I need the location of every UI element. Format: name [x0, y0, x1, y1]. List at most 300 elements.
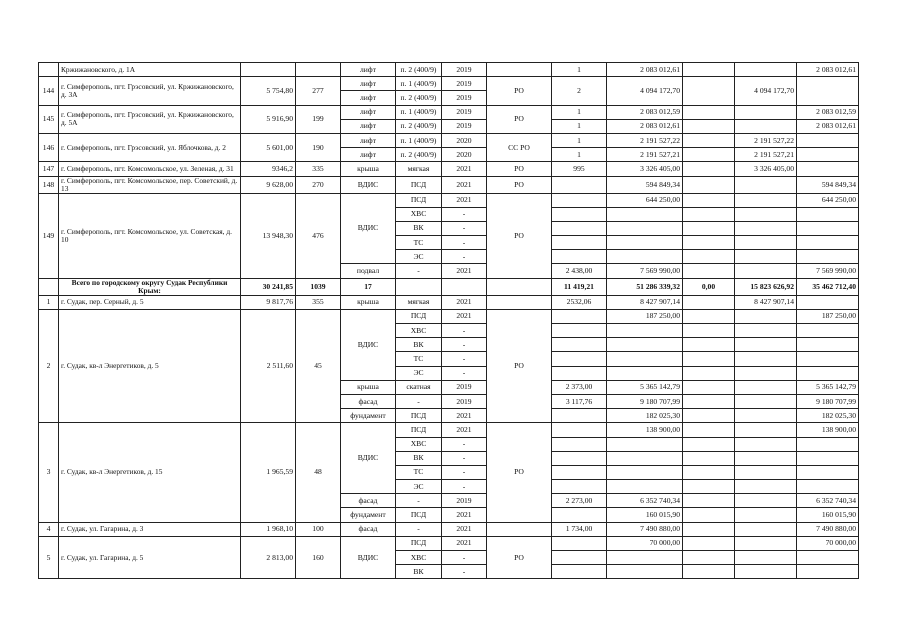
cell-cost-b — [735, 193, 797, 207]
cell-work-detail: ТС — [396, 352, 442, 366]
cell-volume — [552, 352, 607, 366]
cell-volume: 3 117,76 — [552, 394, 607, 408]
cell-cost-total — [607, 451, 683, 465]
cell-cost-a — [683, 148, 735, 162]
cell-row-number — [39, 63, 59, 77]
cell-cost-c: 187 250,00 — [797, 309, 859, 323]
cell-cost-b — [735, 409, 797, 423]
cell-cost-c — [797, 295, 859, 309]
cell-year: 2019 — [442, 63, 487, 77]
cell-volume — [552, 423, 607, 437]
cell-work-type: фундамент — [341, 409, 396, 423]
cell-cost-b — [735, 565, 797, 579]
cell-address: г. Симферополь, пгт. Грэсовский, ул. Яблочкова, д. 2 — [59, 133, 241, 161]
cell-residents: 270 — [296, 176, 341, 193]
table-row — [39, 63, 859, 77]
cell-address: г. Симферополь, пгт. Грэсовский, ул. Кржижановского, д. 3А — [59, 77, 241, 105]
cell-cost-c — [797, 221, 859, 235]
cell-work-detail: ВК — [396, 221, 442, 235]
cell-residents: 45 — [296, 309, 341, 423]
cell-cost-total: 5 365 142,79 — [607, 380, 683, 394]
cell-cost-a — [683, 352, 735, 366]
cell-work-type: ВДИС — [341, 309, 396, 380]
cell-area: 5 754,80 — [241, 77, 296, 105]
cell-work-detail: ЭС — [396, 250, 442, 264]
cell-year: 2021 — [442, 264, 487, 278]
cell-residents: 335 — [296, 162, 341, 176]
cell-row-number: 5 — [39, 536, 59, 579]
cell-cost-c — [797, 77, 859, 105]
cell-cost-total — [607, 221, 683, 235]
cell-cost-b — [735, 394, 797, 408]
cell-cost-c — [797, 366, 859, 380]
cell-year: - — [442, 352, 487, 366]
cell-work-detail: ПСД — [396, 423, 442, 437]
cell-cost-b — [735, 352, 797, 366]
cell-volume: 2 373,00 — [552, 380, 607, 394]
cell-cost-c — [797, 338, 859, 352]
cell-area: 1 968,10 — [241, 522, 296, 536]
cell-year: 2020 — [442, 148, 487, 162]
cell-cost-a — [683, 423, 735, 437]
cell-work-type: лифт — [341, 133, 396, 147]
cell-program: РО — [487, 77, 552, 105]
cell-cost-total: 2 083 012,61 — [607, 119, 683, 133]
cell-year: - — [442, 565, 487, 579]
cell-row-number: 149 — [39, 193, 59, 278]
cell-year: 2021 — [442, 162, 487, 176]
cell-cost-b — [735, 536, 797, 550]
cell-cost-total: 2 191 527,21 — [607, 148, 683, 162]
cell-work-type: лифт — [341, 119, 396, 133]
cell-volume — [552, 207, 607, 221]
cell-cost-b: 2 191 527,22 — [735, 133, 797, 147]
cell-cost-b: 2 191 527,21 — [735, 148, 797, 162]
cell-cost-a — [683, 324, 735, 338]
cell-cost-total — [607, 366, 683, 380]
cell-cost-c: 2 083 012,61 — [797, 119, 859, 133]
cell-cost-a — [683, 551, 735, 565]
cell-work-detail: мягкая — [396, 295, 442, 309]
cell-row-number: 2 — [39, 309, 59, 423]
cell-work-detail: п. 1 (400/9) — [396, 77, 442, 91]
cell-residents — [296, 63, 341, 77]
table-row — [39, 536, 859, 550]
cell-year: - — [442, 236, 487, 250]
cell-year: - — [442, 338, 487, 352]
cell-cost-c: 7 490 880,00 — [797, 522, 859, 536]
cell-program: РО — [487, 176, 552, 193]
cell-cost-b — [735, 250, 797, 264]
cell-work-type: 17 — [341, 278, 396, 295]
cell-cost-b: 4 094 172,70 — [735, 77, 797, 105]
cell-cost-c — [797, 324, 859, 338]
cell-work-detail: ХВС — [396, 324, 442, 338]
cell-cost-a — [683, 338, 735, 352]
cell-cost-b — [735, 324, 797, 338]
cell-cost-c — [797, 465, 859, 479]
cell-cost-total — [607, 437, 683, 451]
cell-volume — [552, 508, 607, 522]
table-row — [39, 176, 859, 193]
cell-volume — [552, 193, 607, 207]
cell-work-type: ВДИС — [341, 193, 396, 264]
table-row — [39, 278, 859, 295]
cell-work-detail: ПСД — [396, 309, 442, 323]
cell-cost-a — [683, 221, 735, 235]
cell-work-type: крыша — [341, 380, 396, 394]
cell-volume — [552, 221, 607, 235]
cell-cost-a — [683, 522, 735, 536]
cell-year: - — [442, 451, 487, 465]
cell-volume — [552, 309, 607, 323]
cell-cost-b — [735, 423, 797, 437]
cell-cost-total: 160 015,90 — [607, 508, 683, 522]
cell-year: 2021 — [442, 423, 487, 437]
table-row — [39, 105, 859, 119]
cell-volume: 2532,06 — [552, 295, 607, 309]
cell-cost-a — [683, 119, 735, 133]
cell-work-type: крыша — [341, 162, 396, 176]
cell-volume — [552, 480, 607, 494]
cell-address: Всего по городскому округу Судак Республики Крым: — [59, 278, 241, 295]
cell-work-type: лифт — [341, 63, 396, 77]
cell-work-detail: ЭС — [396, 366, 442, 380]
cell-row-number: 144 — [39, 77, 59, 105]
cell-program — [487, 522, 552, 536]
cell-volume — [552, 551, 607, 565]
cell-work-detail: п. 2 (400/9) — [396, 63, 442, 77]
cell-cost-a — [683, 451, 735, 465]
cell-row-number: 147 — [39, 162, 59, 176]
cell-residents: 277 — [296, 77, 341, 105]
cell-row-number: 3 — [39, 423, 59, 522]
cell-cost-total: 138 900,00 — [607, 423, 683, 437]
cell-work-detail: ПСД — [396, 536, 442, 550]
cell-work-detail: ПСД — [396, 409, 442, 423]
cell-cost-a — [683, 536, 735, 550]
cell-year — [442, 278, 487, 295]
cell-cost-total — [607, 352, 683, 366]
cell-area: 9346,2 — [241, 162, 296, 176]
cell-work-type: фасад — [341, 522, 396, 536]
cell-cost-b — [735, 551, 797, 565]
cell-cost-a — [683, 437, 735, 451]
cell-work-detail: ВК — [396, 338, 442, 352]
cell-cost-a — [683, 380, 735, 394]
cell-year: 2020 — [442, 133, 487, 147]
cell-work-detail: ПСД — [396, 176, 442, 193]
cell-volume — [552, 565, 607, 579]
cell-year: 2019 — [442, 77, 487, 91]
cell-work-detail: п. 2 (400/9) — [396, 119, 442, 133]
cell-cost-a — [683, 565, 735, 579]
cell-cost-b — [735, 236, 797, 250]
cell-residents: 48 — [296, 423, 341, 522]
cell-cost-c — [797, 207, 859, 221]
cell-cost-a — [683, 207, 735, 221]
cell-cost-b — [735, 264, 797, 278]
cell-year: - — [442, 207, 487, 221]
cell-cost-a — [683, 309, 735, 323]
cell-cost-b — [735, 105, 797, 119]
cell-area — [241, 63, 296, 77]
cell-address: г. Симферополь, пгт. Комсомольское, ул. Советская, д. 10 — [59, 193, 241, 278]
cell-address: г. Судак, кв-л Энергетиков, д. 15 — [59, 423, 241, 522]
cell-year: 2019 — [442, 119, 487, 133]
cell-volume — [552, 409, 607, 423]
cell-cost-total — [607, 551, 683, 565]
cell-work-type: лифт — [341, 91, 396, 105]
cell-cost-a — [683, 176, 735, 193]
table-row — [39, 133, 859, 147]
cell-cost-b: 3 326 405,00 — [735, 162, 797, 176]
cell-cost-c — [797, 236, 859, 250]
cell-cost-c — [797, 148, 859, 162]
cell-year: 2019 — [442, 380, 487, 394]
cell-volume: 2 — [552, 77, 607, 105]
cell-volume: 1 — [552, 119, 607, 133]
cell-volume: 1 — [552, 133, 607, 147]
cell-cost-total: 182 025,30 — [607, 409, 683, 423]
cell-cost-total: 187 250,00 — [607, 309, 683, 323]
cell-volume — [552, 437, 607, 451]
cell-area: 1 965,59 — [241, 423, 296, 522]
cell-year: 2021 — [442, 309, 487, 323]
cell-cost-c: 35 462 712,40 — [797, 278, 859, 295]
cell-cost-c — [797, 480, 859, 494]
cell-area: 2 813,00 — [241, 536, 296, 579]
cell-cost-a — [683, 193, 735, 207]
cell-cost-c — [797, 133, 859, 147]
cell-cost-a — [683, 394, 735, 408]
cell-area: 5 916,90 — [241, 105, 296, 133]
cell-program — [487, 63, 552, 77]
cell-cost-c — [797, 162, 859, 176]
cell-program: РО — [487, 162, 552, 176]
cell-work-type: ВДИС — [341, 536, 396, 579]
cell-program: РО — [487, 536, 552, 579]
cell-program: РО — [487, 193, 552, 278]
cell-address: г. Симферополь, пгт. Грэсовский, ул. Кржижановского, д. 5А — [59, 105, 241, 133]
cell-cost-c: 644 250,00 — [797, 193, 859, 207]
cell-row-number — [39, 278, 59, 295]
cell-cost-a — [683, 295, 735, 309]
cell-volume — [552, 451, 607, 465]
cell-work-detail: ПСД — [396, 193, 442, 207]
cell-year: 2019 — [442, 105, 487, 119]
cell-volume — [552, 338, 607, 352]
cell-work-detail: ТС — [396, 236, 442, 250]
cell-cost-c — [797, 352, 859, 366]
cell-cost-total: 51 286 339,32 — [607, 278, 683, 295]
cell-residents: 355 — [296, 295, 341, 309]
cell-address: г. Судак, ул. Гагарина, д. 5 — [59, 536, 241, 579]
cell-cost-b — [735, 63, 797, 77]
cell-cost-total: 7 490 880,00 — [607, 522, 683, 536]
cell-work-detail: п. 1 (400/9) — [396, 133, 442, 147]
cell-volume: 1 — [552, 105, 607, 119]
cell-cost-b — [735, 380, 797, 394]
cell-cost-total — [607, 465, 683, 479]
cell-work-type: крыша — [341, 295, 396, 309]
cell-work-detail: ВК — [396, 451, 442, 465]
cell-cost-a — [683, 236, 735, 250]
cell-cost-b — [735, 494, 797, 508]
cell-cost-a — [683, 480, 735, 494]
cell-residents: 100 — [296, 522, 341, 536]
cell-cost-c — [797, 451, 859, 465]
cell-work-type: фасад — [341, 394, 396, 408]
cell-year: 2021 — [442, 176, 487, 193]
cell-row-number: 4 — [39, 522, 59, 536]
cell-cost-a — [683, 465, 735, 479]
cell-cost-total: 9 180 707,99 — [607, 394, 683, 408]
cell-work-type: лифт — [341, 105, 396, 119]
cell-area: 13 948,30 — [241, 193, 296, 278]
cell-work-detail: ЭС — [396, 480, 442, 494]
cell-area: 9 628,00 — [241, 176, 296, 193]
cell-work-type: лифт — [341, 77, 396, 91]
cell-cost-b — [735, 338, 797, 352]
cell-year: - — [442, 366, 487, 380]
cell-address: г. Судак, пер. Серный, д. 5 — [59, 295, 241, 309]
cell-work-detail: - — [396, 494, 442, 508]
cell-year: 2021 — [442, 522, 487, 536]
cell-cost-total — [607, 236, 683, 250]
cell-work-detail — [396, 278, 442, 295]
cell-cost-total: 2 083 012,61 — [607, 63, 683, 77]
capital-repair-table — [38, 62, 859, 579]
cell-volume — [552, 366, 607, 380]
cell-row-number: 145 — [39, 105, 59, 133]
cell-cost-total: 3 326 405,00 — [607, 162, 683, 176]
cell-year: 2021 — [442, 409, 487, 423]
cell-program — [487, 295, 552, 309]
cell-volume — [552, 465, 607, 479]
cell-work-detail: - — [396, 394, 442, 408]
cell-area: 9 817,76 — [241, 295, 296, 309]
cell-year: 2019 — [442, 494, 487, 508]
cell-cost-total: 594 849,34 — [607, 176, 683, 193]
cell-volume: 1 734,00 — [552, 522, 607, 536]
cell-volume: 995 — [552, 162, 607, 176]
cell-year: - — [442, 465, 487, 479]
cell-volume: 1 — [552, 148, 607, 162]
cell-area: 2 511,60 — [241, 309, 296, 423]
table-row — [39, 309, 859, 323]
cell-cost-c: 70 000,00 — [797, 536, 859, 550]
cell-cost-c: 2 083 012,61 — [797, 63, 859, 77]
cell-year: 2019 — [442, 91, 487, 105]
cell-row-number: 1 — [39, 295, 59, 309]
cell-cost-b — [735, 207, 797, 221]
cell-volume — [552, 324, 607, 338]
cell-cost-a — [683, 508, 735, 522]
cell-cost-b — [735, 465, 797, 479]
cell-area: 5 601,00 — [241, 133, 296, 161]
cell-address: г. Симферополь, пгт. Комсомольское, пер. Советский, д. 13 — [59, 176, 241, 193]
table-row — [39, 522, 859, 536]
cell-work-detail: п. 1 (400/9) — [396, 105, 442, 119]
cell-cost-a — [683, 63, 735, 77]
cell-cost-c: 9 180 707,99 — [797, 394, 859, 408]
cell-cost-total — [607, 565, 683, 579]
cell-work-type: лифт — [341, 148, 396, 162]
cell-cost-total: 7 569 990,00 — [607, 264, 683, 278]
cell-work-type: подвал — [341, 264, 396, 278]
cell-year: 2019 — [442, 394, 487, 408]
cell-volume: 1 — [552, 63, 607, 77]
cell-cost-a — [683, 105, 735, 119]
cell-work-detail: ХВС — [396, 437, 442, 451]
cell-volume — [552, 176, 607, 193]
cell-address: г. Симферополь, пгт. Комсомольское, ул. Зеленая, д. 31 — [59, 162, 241, 176]
cell-cost-c: 594 849,34 — [797, 176, 859, 193]
cell-program: РО — [487, 423, 552, 522]
cell-cost-a — [683, 162, 735, 176]
cell-year: 2021 — [442, 193, 487, 207]
cell-work-detail: - — [396, 264, 442, 278]
table-row — [39, 77, 859, 91]
cell-volume: 2 438,00 — [552, 264, 607, 278]
cell-cost-total: 644 250,00 — [607, 193, 683, 207]
cell-cost-a — [683, 366, 735, 380]
cell-address: г. Судак, кв-л Энергетиков, д. 5 — [59, 309, 241, 423]
cell-work-type: фундамент — [341, 508, 396, 522]
cell-work-detail: скатная — [396, 380, 442, 394]
cell-program — [487, 278, 552, 295]
table-row — [39, 295, 859, 309]
cell-work-detail: ХВС — [396, 551, 442, 565]
cell-cost-c: 7 569 990,00 — [797, 264, 859, 278]
cell-row-number: 148 — [39, 176, 59, 193]
cell-residents: 160 — [296, 536, 341, 579]
table-row — [39, 193, 859, 207]
cell-cost-a — [683, 250, 735, 264]
cell-cost-b — [735, 508, 797, 522]
cell-year: 2021 — [442, 295, 487, 309]
cell-year: 2021 — [442, 536, 487, 550]
cell-cost-total — [607, 207, 683, 221]
cell-cost-b — [735, 522, 797, 536]
cell-work-detail: п. 2 (400/9) — [396, 91, 442, 105]
cell-volume — [552, 236, 607, 250]
cell-area: 30 241,85 — [241, 278, 296, 295]
cell-work-detail: ПСД — [396, 508, 442, 522]
cell-cost-c: 6 352 740,34 — [797, 494, 859, 508]
cell-cost-b — [735, 451, 797, 465]
cell-program: СС РО — [487, 133, 552, 161]
cell-volume — [552, 536, 607, 550]
cell-cost-c: 5 365 142,79 — [797, 380, 859, 394]
cell-work-detail: п. 2 (400/9) — [396, 148, 442, 162]
cell-cost-total — [607, 338, 683, 352]
cell-work-detail: мягкая — [396, 162, 442, 176]
cell-volume: 11 419,21 — [552, 278, 607, 295]
table-row — [39, 162, 859, 176]
cell-residents: 190 — [296, 133, 341, 161]
cell-cost-total — [607, 250, 683, 264]
cell-year: 2021 — [442, 508, 487, 522]
registry-sheet — [38, 62, 858, 579]
cell-residents: 1039 — [296, 278, 341, 295]
cell-cost-total: 6 352 740,34 — [607, 494, 683, 508]
cell-volume: 2 273,00 — [552, 494, 607, 508]
cell-work-type: ВДИС — [341, 176, 396, 193]
cell-work-detail: ХВС — [396, 207, 442, 221]
cell-cost-b — [735, 221, 797, 235]
